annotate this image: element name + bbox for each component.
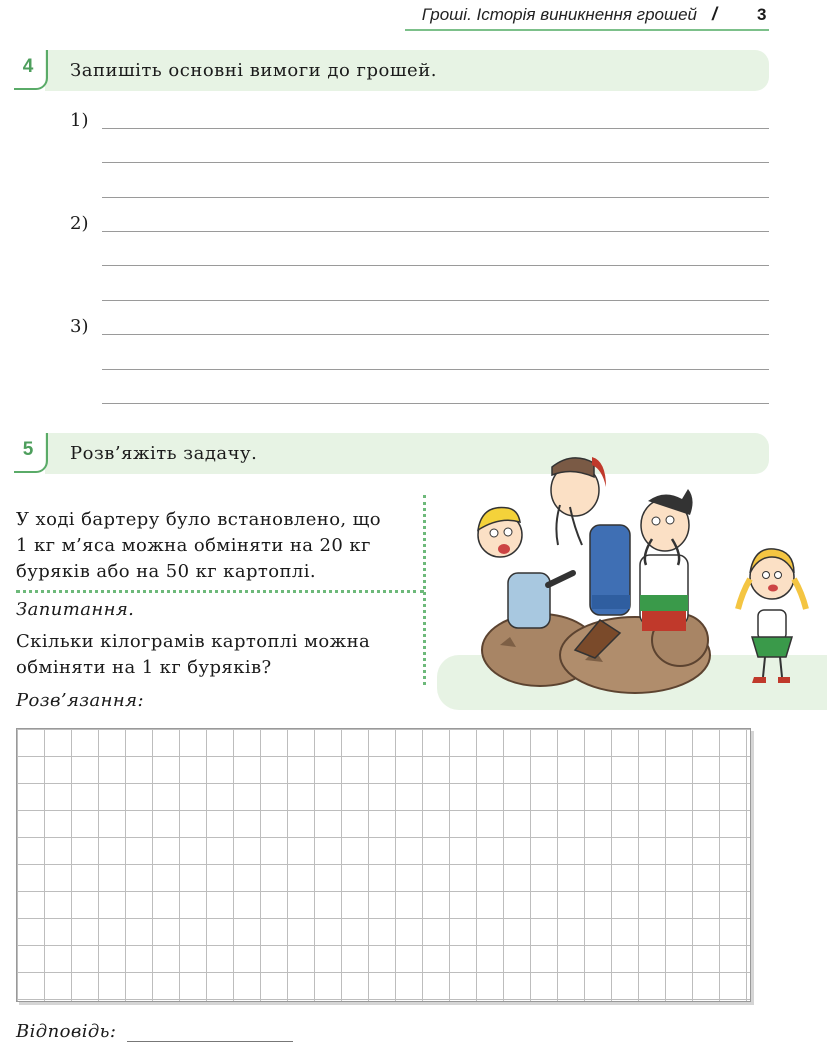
writing-line[interactable] — [102, 369, 769, 370]
answer-item-1-label: 1) — [70, 110, 89, 131]
solution-label: Розв’язання: — [16, 690, 144, 711]
divider-dotted — [16, 590, 424, 593]
question-label: Запитання. — [16, 599, 135, 620]
divider-dotted-vertical — [423, 495, 426, 685]
question-line-1: Скільки кілограмів картоплі можна — [16, 631, 371, 652]
task-4-number: 4 — [22, 56, 34, 77]
writing-line[interactable] — [102, 265, 769, 266]
cossacks-with-sacks-illustration — [440, 445, 827, 700]
problem-line-3: буряків або на 50 кг картоплі. — [16, 561, 316, 582]
writing-line[interactable] — [102, 162, 769, 163]
writing-line[interactable] — [102, 403, 769, 404]
task-5-number: 5 — [22, 439, 34, 460]
writing-line[interactable] — [102, 334, 769, 335]
answer-line[interactable] — [127, 1041, 293, 1042]
task-5-instruction: Розв’яжіть задачу. — [70, 443, 258, 464]
writing-line[interactable] — [102, 128, 769, 129]
problem-line-1: У ході бартеру було встановлено, що — [16, 509, 382, 530]
solution-grid[interactable] — [16, 728, 751, 1002]
question-line-2: обміняти на 1 кг буряків? — [16, 657, 272, 678]
writing-line[interactable] — [102, 231, 769, 232]
header-separator: / — [712, 4, 718, 24]
task-4-instruction: Запишіть основні вимоги до грошей. — [70, 60, 437, 81]
problem-line-2: 1 кг м’яса можна обміняти на 20 кг — [16, 535, 371, 556]
chapter-title: Гроші. Історія виникнення грошей — [421, 5, 697, 24]
header-rule — [405, 29, 769, 31]
writing-line[interactable] — [102, 300, 769, 301]
page-number: 3 — [757, 5, 767, 24]
writing-line[interactable] — [102, 197, 769, 198]
answer-label: Відповідь: — [16, 1021, 117, 1042]
answer-item-3-label: 3) — [70, 316, 89, 337]
answer-item-2-label: 2) — [70, 213, 89, 234]
